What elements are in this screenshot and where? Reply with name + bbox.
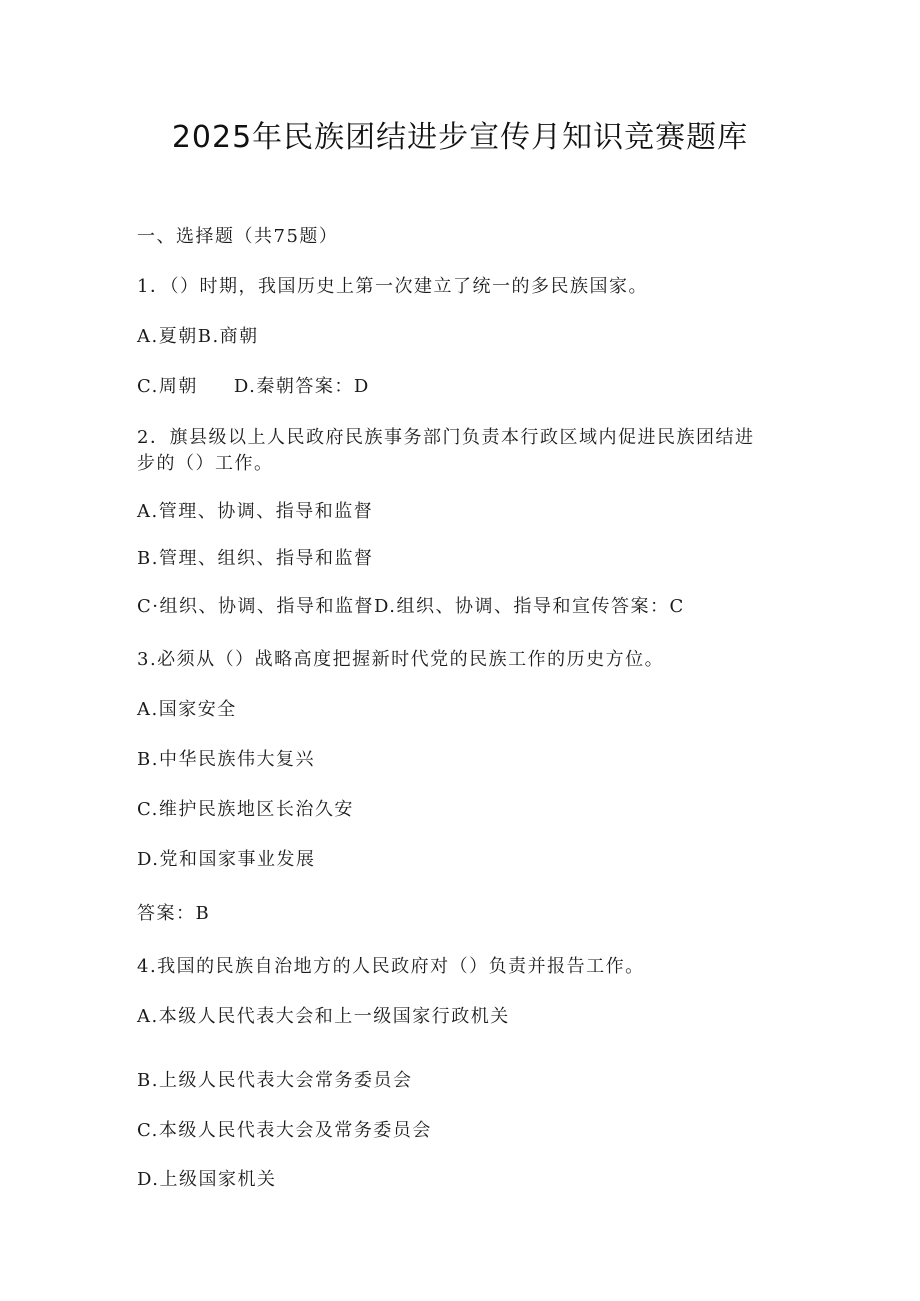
question-1-options-cd bbox=[137, 374, 787, 400]
question-4-stem: 4.我国的民族自治地方的人民政府对（）负责并报告工作。 bbox=[137, 956, 645, 977]
question-1-stem: 1．（）时期，我国历史上第一次建立了统一的多民族国家。 bbox=[137, 276, 648, 297]
question-1-options-ab: A.夏朝B.商朝 bbox=[137, 326, 259, 347]
document-title: 2025年民族团结进步宣传月知识竞赛题库 bbox=[171, 120, 749, 155]
question-2-option-a: A.管理、协调、指导和监督 bbox=[137, 501, 374, 522]
question-3-option-a: A.国家安全 bbox=[137, 699, 237, 720]
question-4-option-b: B.上级人民代表大会常务委员会 bbox=[137, 1070, 413, 1091]
question-2-option-b: B.管理、组织、指导和监督 bbox=[137, 548, 374, 569]
question-4-option-a: A.本级人民代表大会和上一级国家行政机关 bbox=[137, 1006, 510, 1027]
question-2-stem-line2: 步的（）工作。 bbox=[137, 453, 274, 474]
question-3-option-b: B.中华民族伟大复兴 bbox=[137, 749, 315, 770]
question-1-option-c: C.周朝 bbox=[137, 376, 198, 397]
question-4-option-d: D.上级国家机关 bbox=[137, 1169, 277, 1190]
question-3-option-c: C.维护民族地区长治久安 bbox=[137, 799, 354, 820]
question-4-option-c: C.本级人民代表大会及常务委员会 bbox=[137, 1120, 432, 1141]
question-3-option-d: D.党和国家事业发展 bbox=[137, 849, 316, 870]
question-1-option-d-answer: D.秦朝答案：D bbox=[233, 376, 370, 397]
question-2-options-cd-answer: C·组织、协调、指导和监督D.组织、协调、指导和宣传答案：C bbox=[137, 596, 685, 617]
question-3-answer: 答案：B bbox=[137, 903, 211, 924]
question-3-stem: 3.必须从（）战略高度把握新时代党的民族工作的历史方位。 bbox=[137, 649, 665, 670]
question-2-stem-line1: 2．旗县级以上人民政府民族事务部门负责本行政区域内促进民族团结进 bbox=[137, 427, 755, 448]
section-heading: 一、选择题（共75题） bbox=[137, 226, 339, 247]
